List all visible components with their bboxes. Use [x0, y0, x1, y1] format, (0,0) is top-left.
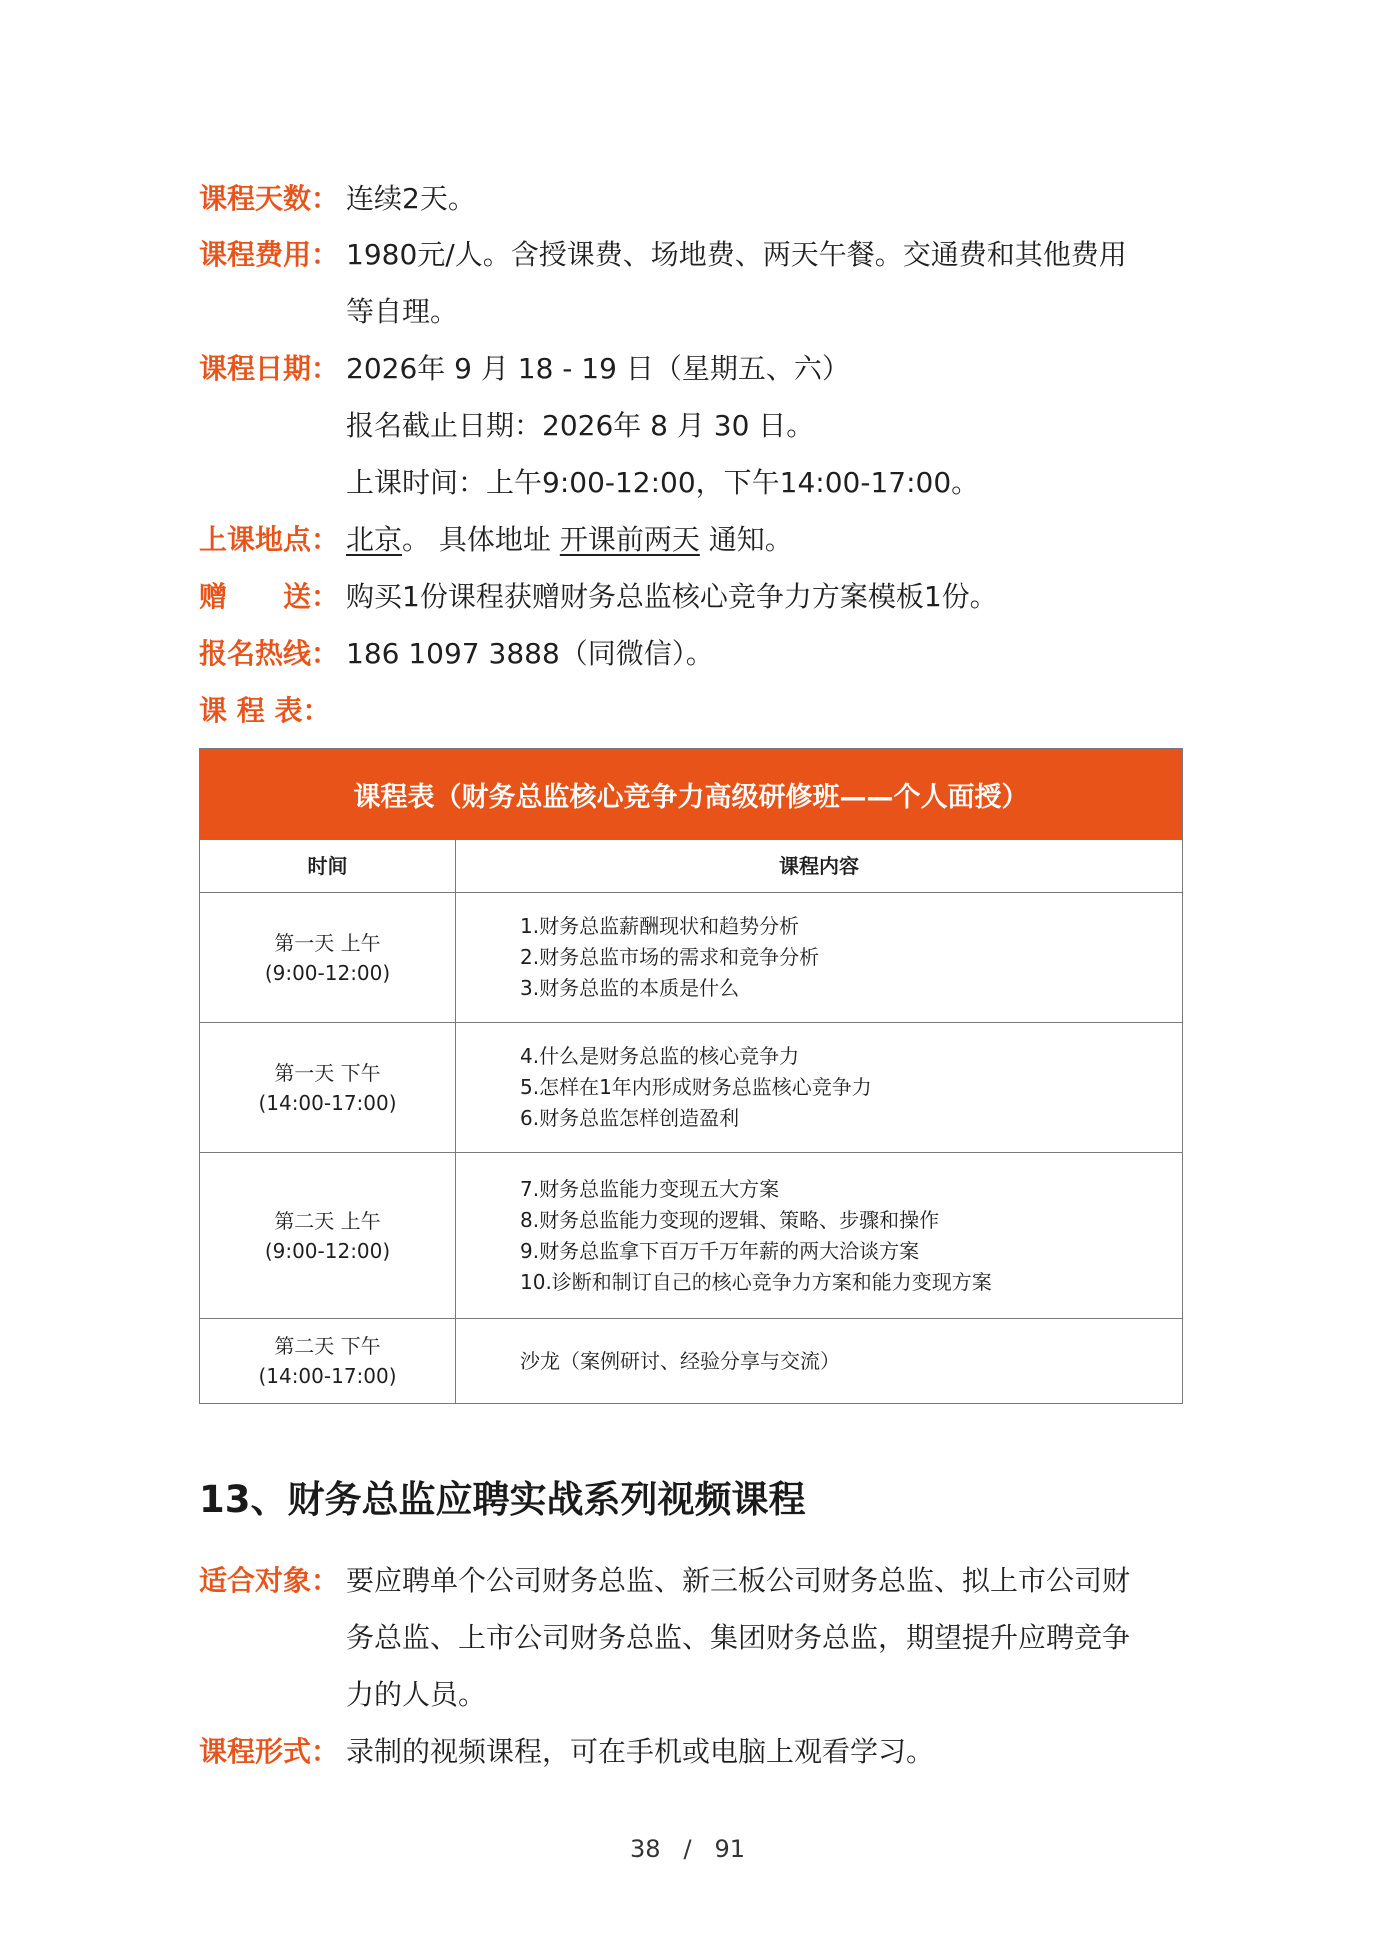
schedule-table: [199, 748, 1183, 1404]
row-item: 3.财务总监的本质是什么: [520, 976, 740, 1000]
row-item: 7.财务总监能力变现五大方案: [520, 1176, 780, 1201]
field-value: 等自理。: [346, 295, 459, 328]
field-value: 购买1份课程获赠财务总监核心竞争力方案模板1份。: [346, 580, 998, 613]
page-current: 38: [630, 1835, 661, 1863]
field-course-date: [199, 340, 1184, 511]
row-day: 第一天 下午: [274, 1060, 381, 1085]
field-value: 1980元/人。含授课费、场地费、两天午餐。交通费和其他费用: [346, 238, 1127, 271]
field-label: 课程形式：: [199, 1735, 340, 1768]
field-target-audience: [199, 1552, 1184, 1723]
field-label: 课 程 表：: [199, 694, 331, 727]
row-item: 4.什么是财务总监的核心竞争力: [520, 1044, 800, 1068]
header-content: 课程内容: [779, 853, 859, 878]
field-label: 上课地点：: [199, 523, 340, 556]
header-time: 时间: [200, 840, 456, 892]
field-value: 连续2天。: [346, 182, 476, 215]
field-value: 录制的视频课程，可在手机或电脑上观看学习。: [346, 1735, 935, 1768]
row-item: 沙龙（案例研讨、经验分享与交流）: [520, 1348, 840, 1373]
table-row: [200, 1022, 1182, 1152]
table-header-row: [200, 839, 1182, 892]
field-gift: [199, 568, 1184, 625]
field-label: 课程费用：: [199, 238, 340, 271]
row-item: 9.财务总监拿下百万千万年薪的两大洽谈方案: [520, 1238, 920, 1263]
page-number: [0, 1835, 1375, 1863]
field-label: 赠 送：: [199, 580, 340, 613]
row-item: 2.财务总监市场的需求和竞争分析: [520, 945, 820, 969]
field-value: 上课时间：上午9:00-12:00，下午14:00-17:00。: [346, 466, 980, 499]
location-when: 开课前两天: [559, 523, 700, 556]
field-course-fee: [199, 226, 1184, 340]
row-day: 第二天 下午: [274, 1334, 381, 1358]
row-day: 第一天 上午: [274, 930, 381, 955]
page-total: 91: [714, 1835, 745, 1863]
table-row: [200, 892, 1182, 1022]
location-city: 北京: [346, 523, 403, 556]
row-time: (14:00-17:00): [258, 1090, 397, 1115]
field-label: 课程日期：: [199, 352, 340, 385]
location-tail: 通知。: [699, 523, 793, 556]
row-time: (9:00-12:00): [264, 1238, 391, 1263]
row-item: 10.诊断和制订自己的核心竞争力方案和能力变现方案: [520, 1269, 992, 1294]
row-time: (9:00-12:00): [264, 960, 391, 985]
field-label: 报名热线：: [199, 637, 340, 670]
field-value: 186 1097 3888（同微信）。: [346, 637, 714, 670]
field-value: 要应聘单个公司财务总监、新三板公司财务总监、拟上市公司财: [346, 1564, 1131, 1597]
field-value: 2026年 9 月 18 - 19 日（星期五、六）: [346, 352, 850, 385]
field-label: 适合对象：: [199, 1564, 340, 1597]
field-value: 报名截止日期：2026年 8 月 30 日。: [346, 409, 815, 442]
field-value: 力的人员。: [346, 1678, 487, 1711]
field-course-format: [199, 1723, 1184, 1780]
field-hotline: [199, 625, 1184, 682]
row-time: (14:00-17:00): [258, 1364, 397, 1388]
field-location: [199, 511, 1184, 568]
row-item: 6.财务总监怎样创造盈利: [520, 1106, 740, 1130]
row-day: 第二天 上午: [274, 1208, 381, 1233]
table-title: 课程表（财务总监核心竞争力高级研修班——个人面授）: [200, 749, 1182, 839]
field-value: 务总监、上市公司财务总监、集团财务总监，期望提升应聘竞争: [346, 1621, 1131, 1654]
row-item: 8.财务总监能力变现的逻辑、策略、步骤和操作: [520, 1207, 940, 1232]
table-row: [200, 1152, 1182, 1318]
row-item: 5.怎样在1年内形成财务总监核心竞争力: [520, 1075, 872, 1099]
row-item: 1.财务总监薪酬现状和趋势分析: [520, 914, 800, 938]
field-label: 课程天数：: [199, 182, 340, 215]
table-row: [200, 1318, 1182, 1403]
section-title: 13、财务总监应聘实战系列视频课程: [199, 1478, 806, 1521]
field-course-days: [199, 170, 1184, 227]
location-mid: 。 具体地址: [402, 523, 560, 556]
page-separator: /: [683, 1835, 692, 1863]
